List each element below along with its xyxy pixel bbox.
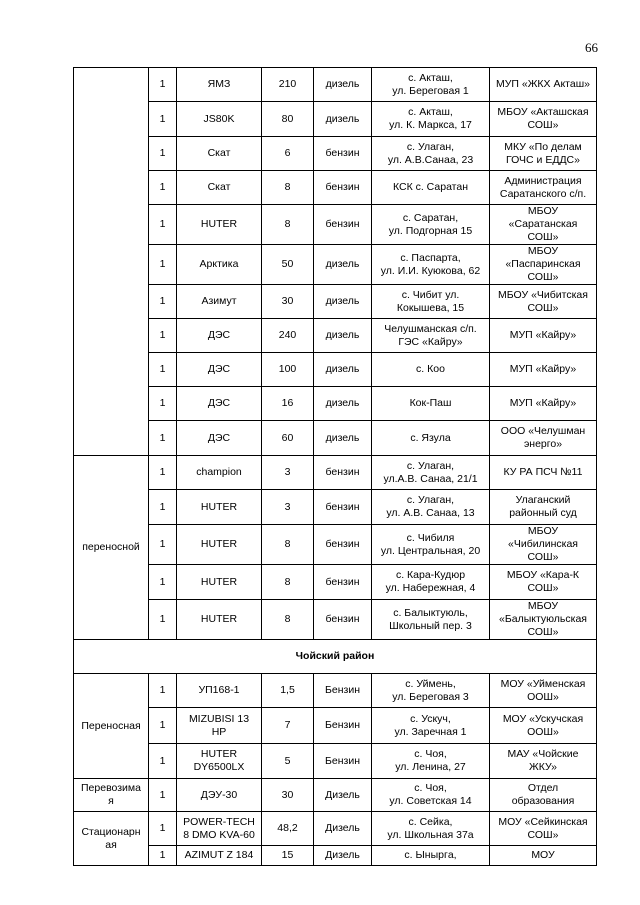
cell-n-text: 1 <box>159 258 166 270</box>
cell-model <box>177 171 262 205</box>
cell-fuel-text: дизель <box>325 295 360 307</box>
cell-owner-text: МБОУ «Чибитская СОШ» <box>498 288 588 314</box>
cell-address-text: с. Паспарта, ул. И.И. Куюкова, 62 <box>380 251 481 277</box>
cell-power-text: 48,2 <box>277 822 298 834</box>
cell-model <box>177 708 262 744</box>
cell-n-text: 1 <box>159 754 166 767</box>
cell-model <box>177 812 262 846</box>
cell-owner <box>490 490 597 525</box>
cell-model-text: JS80K <box>203 112 235 125</box>
cell-n-text: 1 <box>159 329 166 341</box>
cell-model-text: ДЭС <box>207 329 231 341</box>
cell-model-text: HUTER DY6500LX <box>193 748 245 773</box>
table-row <box>74 171 597 205</box>
cell-power-text: 210 <box>278 78 297 90</box>
cell-n-text: 1 <box>159 466 166 478</box>
cell-owner-text: Администрация Саратанского с/п. <box>499 174 587 200</box>
cell-fuel <box>314 387 372 421</box>
cell-owner <box>490 674 597 708</box>
cell-fuel-text: дизель <box>325 112 360 125</box>
cell-owner <box>490 387 597 421</box>
cell-address-text: с. Кара-Кудюр ул. Набережная, 4 <box>385 569 476 594</box>
cell-address-text: с. Чибит ул. Кокышева, 15 <box>396 288 465 314</box>
cell-owner-text: Улаганский районный суд <box>509 494 577 519</box>
cell-power <box>262 565 314 600</box>
cell-n-text: 1 <box>159 719 166 731</box>
cell-address-text: Челушманская с/п. ГЭС «Кайру» <box>384 322 477 348</box>
cell-n <box>149 779 177 812</box>
cell-model <box>177 525 262 565</box>
cell-owner <box>490 744 597 779</box>
cell-n <box>149 421 177 456</box>
cell-address <box>372 353 490 387</box>
cell-power-text: 8 <box>284 181 291 193</box>
cell-fuel <box>314 68 372 102</box>
cell-owner <box>490 285 597 319</box>
cell-fuel-text: дизель <box>325 258 360 270</box>
cell-address <box>372 674 490 708</box>
table-row <box>74 525 597 565</box>
cell-model-text: Скат <box>207 147 231 159</box>
cell-model <box>177 102 262 137</box>
cell-power <box>262 171 314 205</box>
cell-power <box>262 285 314 319</box>
cell-owner <box>490 779 597 812</box>
cell-address-text: с. Акташ, ул. К. Маркса, 17 <box>389 106 472 131</box>
cell-power-text: 15 <box>281 849 294 861</box>
cell-power-text: 30 <box>281 295 294 307</box>
cell-owner <box>490 456 597 490</box>
cell-power-text: 8 <box>284 613 291 625</box>
cell-n <box>149 387 177 421</box>
cell-fuel-text: бензин <box>325 147 360 159</box>
cell-model-text: HUTER <box>200 575 238 588</box>
cell-model-text: AZIMUT Z 184 <box>184 849 254 861</box>
cell-address-text: Кок-Паш <box>409 397 452 409</box>
cell-n <box>149 490 177 525</box>
cell-model-text: POWER-TECH 8 DMO KVA-60 <box>183 815 255 841</box>
cell-model-text: HUTER <box>200 538 238 550</box>
cell-fuel <box>314 674 372 708</box>
cell-model-text: Скат <box>207 181 231 193</box>
cell-owner <box>490 600 597 640</box>
cell-model-text: ДЭС <box>207 431 231 444</box>
cell-n-text: 1 <box>159 78 166 90</box>
cell-model-text: ДЭС <box>207 363 231 375</box>
table-row <box>74 490 597 525</box>
cell-owner <box>490 319 597 353</box>
cell-address <box>372 102 490 137</box>
cell-owner-text: МБОУ «Акташская СОШ» <box>497 106 589 131</box>
cell-power-text: 3 <box>284 466 291 478</box>
table-row <box>74 319 597 353</box>
cell-fuel <box>314 744 372 779</box>
cell-owner <box>490 171 597 205</box>
cell-n-text: 1 <box>159 397 166 409</box>
cell-model-text: HUTER <box>200 613 238 625</box>
cell-model <box>177 205 262 245</box>
table-row <box>74 456 597 490</box>
cell-address <box>372 137 490 171</box>
cell-owner-text: МОУ «Уйменская ООШ» <box>500 677 586 703</box>
table-row <box>74 245 597 285</box>
cell-owner-text: МОУ <box>531 849 555 861</box>
section-title: Чойский район <box>74 640 597 674</box>
cell-owner <box>490 68 597 102</box>
cell-fuel <box>314 421 372 456</box>
cell-address <box>372 171 490 205</box>
cell-owner-text: МУП «Кайру» <box>509 397 577 409</box>
cell-power <box>262 387 314 421</box>
cell-owner <box>490 421 597 456</box>
table-row <box>74 137 597 171</box>
section-row <box>74 640 597 674</box>
cell-model <box>177 846 262 866</box>
cell-address <box>372 565 490 600</box>
table-row <box>74 102 597 137</box>
cell-model-text: HUTER <box>200 500 238 513</box>
cell-model <box>177 674 262 708</box>
cell-power-text: 60 <box>281 431 294 444</box>
cell-address <box>372 525 490 565</box>
cell-n-text: 1 <box>159 822 166 834</box>
cell-fuel-text: дизель <box>325 397 360 409</box>
cell-n <box>149 68 177 102</box>
group-type-label: Перевозима я <box>81 782 141 807</box>
cell-address-text: с. Язула <box>410 431 451 444</box>
cell-power <box>262 102 314 137</box>
cell-n <box>149 525 177 565</box>
cell-model-text: champion <box>196 466 242 478</box>
cell-power <box>262 353 314 387</box>
cell-fuel <box>314 490 372 525</box>
cell-owner <box>490 525 597 565</box>
cell-model <box>177 387 262 421</box>
cell-n <box>149 285 177 319</box>
cell-n-text: 1 <box>159 849 166 861</box>
cell-fuel-text: дизель <box>325 431 360 444</box>
cell-fuel <box>314 205 372 245</box>
cell-fuel-text: дизель <box>325 363 360 375</box>
table-row <box>74 779 597 812</box>
cell-power <box>262 205 314 245</box>
cell-fuel-text: бензин <box>325 613 360 625</box>
cell-n-text: 1 <box>159 575 166 588</box>
cell-n <box>149 600 177 640</box>
cell-n-text: 1 <box>159 613 166 625</box>
cell-owner <box>490 812 597 846</box>
cell-address <box>372 387 490 421</box>
cell-n-text: 1 <box>159 363 166 375</box>
cell-model-text: MIZUBISI 13 HP <box>188 712 250 738</box>
cell-model <box>177 456 262 490</box>
cell-fuel-text: Дизель <box>325 788 360 801</box>
cell-fuel-text: дизель <box>325 78 360 90</box>
table-row <box>74 846 597 866</box>
cell-owner-text: МАУ «Чойские ЖКУ» <box>507 748 579 773</box>
table-row <box>74 674 597 708</box>
cell-n <box>149 319 177 353</box>
cell-owner-text: МОУ «Ускучская ООШ» <box>502 712 584 738</box>
cell-model <box>177 600 262 640</box>
cell-owner-text: МБОУ «Чибилинская СОШ» <box>508 525 578 563</box>
cell-address-text: с. Сейка, ул. Школьная 37а <box>387 815 474 841</box>
cell-n <box>149 846 177 866</box>
cell-address-text: с. Улаган, ул.А.В. Санаа, 21/1 <box>383 459 478 485</box>
cell-fuel-text: бензин <box>325 538 360 550</box>
cell-address <box>372 285 490 319</box>
cell-n <box>149 456 177 490</box>
cell-owner-text: МБОУ «Кара-К СОШ» <box>506 569 580 594</box>
cell-fuel-text: бензин <box>325 218 360 230</box>
cell-model <box>177 137 262 171</box>
cell-owner-text: ООО «Челушман энерго» <box>500 425 586 450</box>
cell-power <box>262 846 314 866</box>
cell-fuel-text: Бензин <box>324 684 360 696</box>
cell-owner-text: Отдел образования <box>511 782 575 807</box>
cell-model <box>177 779 262 812</box>
table-row <box>74 285 597 319</box>
cell-model <box>177 353 262 387</box>
cell-n-text: 1 <box>159 500 166 513</box>
group-type-cell <box>74 68 149 456</box>
cell-owner-text: МУП «Кайру» <box>509 363 577 375</box>
cell-n <box>149 674 177 708</box>
cell-power-text: 8 <box>284 575 291 588</box>
cell-n-text: 1 <box>159 431 166 444</box>
cell-fuel-text: Бензин <box>324 719 360 731</box>
cell-power-text: 50 <box>281 258 294 270</box>
cell-power-text: 30 <box>281 788 294 801</box>
cell-fuel <box>314 171 372 205</box>
cell-n <box>149 137 177 171</box>
cell-address <box>372 490 490 525</box>
cell-power-text: 16 <box>281 397 294 409</box>
cell-fuel <box>314 708 372 744</box>
cell-fuel <box>314 779 372 812</box>
cell-address <box>372 421 490 456</box>
cell-address <box>372 812 490 846</box>
cell-address-text: с. Коо <box>416 363 445 375</box>
cell-n <box>149 353 177 387</box>
cell-address-text: с. Улаган, ул. А.В. Санаа, 13 <box>386 494 475 519</box>
cell-fuel-text: бензин <box>325 466 360 478</box>
table-row <box>74 708 597 744</box>
cell-fuel <box>314 137 372 171</box>
cell-address <box>372 846 490 866</box>
cell-power <box>262 779 314 812</box>
cell-model <box>177 565 262 600</box>
cell-model <box>177 490 262 525</box>
cell-address <box>372 68 490 102</box>
cell-power <box>262 812 314 846</box>
cell-n <box>149 102 177 137</box>
cell-n <box>149 171 177 205</box>
cell-n-text: 1 <box>159 147 166 159</box>
table-row <box>74 421 597 456</box>
cell-address-text: с. Чоя, ул. Советская 14 <box>389 782 472 807</box>
cell-address-text: с. Ыныргa, <box>404 849 457 861</box>
table-row <box>74 205 597 245</box>
cell-owner-text: КУ РА ПСЧ №11 <box>503 466 583 478</box>
cell-power-text: 80 <box>281 112 294 125</box>
table-row <box>74 353 597 387</box>
cell-fuel <box>314 812 372 846</box>
cell-fuel <box>314 353 372 387</box>
cell-n-text: 1 <box>159 181 166 193</box>
cell-n-text: 1 <box>159 538 166 550</box>
cell-power-text: 100 <box>278 363 297 375</box>
cell-owner <box>490 245 597 285</box>
cell-owner <box>490 708 597 744</box>
cell-power <box>262 137 314 171</box>
cell-power <box>262 708 314 744</box>
cell-power <box>262 744 314 779</box>
cell-fuel <box>314 319 372 353</box>
cell-power <box>262 674 314 708</box>
cell-owner-text: МКУ «По делам ГОЧС и ЕДДС» <box>504 140 582 166</box>
cell-power-text: 1,5 <box>280 684 295 696</box>
cell-n-text: 1 <box>159 684 166 696</box>
group-type-cell <box>74 812 149 866</box>
cell-address <box>372 779 490 812</box>
cell-n-text: 1 <box>159 788 166 801</box>
cell-power <box>262 319 314 353</box>
cell-owner <box>490 565 597 600</box>
cell-address <box>372 744 490 779</box>
cell-address-text: КСК с. Саратан <box>392 181 469 193</box>
cell-n <box>149 744 177 779</box>
cell-fuel-text: бензин <box>325 181 360 193</box>
cell-model-text: Азимут <box>201 295 237 307</box>
cell-model <box>177 68 262 102</box>
cell-address-text: с. Ускуч, ул. Заречная 1 <box>394 712 467 738</box>
cell-fuel <box>314 565 372 600</box>
cell-owner-text: МБОУ «Балыктуюльская СОШ» <box>499 600 587 638</box>
cell-fuel-text: Бензин <box>324 754 360 767</box>
cell-model-text: HUTER <box>200 218 238 230</box>
cell-fuel <box>314 456 372 490</box>
group-type-cell <box>74 456 149 640</box>
cell-fuel <box>314 245 372 285</box>
cell-fuel <box>314 285 372 319</box>
cell-address <box>372 600 490 640</box>
cell-address-text: с. Улаган, ул. А.В.Санаа, 23 <box>387 140 474 166</box>
table-row <box>74 565 597 600</box>
cell-owner <box>490 846 597 866</box>
cell-address-text: с. Балыктуюль, Школьный пер. 3 <box>389 606 472 632</box>
cell-owner-text: МУП «ЖКХ Акташ» <box>496 78 590 90</box>
cell-n-text: 1 <box>159 295 166 307</box>
cell-owner <box>490 205 597 245</box>
page-number: 66 <box>585 40 598 55</box>
cell-power <box>262 490 314 525</box>
cell-owner <box>490 353 597 387</box>
cell-power <box>262 525 314 565</box>
cell-address <box>372 456 490 490</box>
cell-address-text: с. Акташ, ул. Береговая 1 <box>392 71 469 97</box>
cell-fuel-text: Дизель <box>325 822 360 834</box>
cell-power <box>262 456 314 490</box>
cell-n-text: 1 <box>159 112 166 125</box>
cell-n-text: 1 <box>159 218 166 230</box>
cell-fuel <box>314 600 372 640</box>
cell-fuel <box>314 102 372 137</box>
cell-power <box>262 68 314 102</box>
table-row <box>74 387 597 421</box>
table-row <box>74 68 597 102</box>
cell-owner-text: МБОУ «Паспаринская СОШ» <box>505 245 581 283</box>
cell-model <box>177 421 262 456</box>
cell-fuel <box>314 525 372 565</box>
group-type-label: Переносная <box>81 719 141 732</box>
cell-model <box>177 319 262 353</box>
cell-owner <box>490 102 597 137</box>
cell-power-text: 6 <box>284 147 291 159</box>
table-row <box>74 600 597 640</box>
cell-model <box>177 245 262 285</box>
cell-address-text: с. Уймень, ул. Береговая 3 <box>392 677 469 703</box>
cell-power <box>262 421 314 456</box>
cell-address <box>372 319 490 353</box>
cell-n <box>149 245 177 285</box>
cell-owner <box>490 137 597 171</box>
cell-power-text: 3 <box>284 500 291 513</box>
cell-fuel-text: бензин <box>325 500 360 513</box>
cell-power <box>262 245 314 285</box>
cell-power-text: 8 <box>284 538 291 550</box>
cell-power-text: 8 <box>284 218 291 230</box>
cell-address <box>372 245 490 285</box>
cell-address-text: с. Чибиля ул. Центральная, 20 <box>380 531 481 557</box>
cell-model <box>177 744 262 779</box>
group-type-cell <box>74 674 149 779</box>
cell-fuel-text: Дизель <box>325 849 360 861</box>
group-type-label: переносной <box>82 541 140 553</box>
cell-fuel <box>314 846 372 866</box>
cell-address <box>372 708 490 744</box>
cell-n <box>149 205 177 245</box>
cell-power-text: 240 <box>278 329 297 341</box>
cell-address <box>372 205 490 245</box>
cell-owner-text: МУП «Кайру» <box>509 329 577 341</box>
cell-model-text: УП168-1 <box>198 684 240 696</box>
generators-table <box>73 67 597 866</box>
cell-model <box>177 285 262 319</box>
group-type-label: Стационарн ая <box>81 825 141 851</box>
cell-fuel-text: бензин <box>325 575 360 588</box>
cell-power-text: 5 <box>284 754 291 767</box>
cell-n <box>149 565 177 600</box>
cell-address-text: с. Чоя, ул. Ленина, 27 <box>395 748 466 773</box>
cell-model-text: ЯМЗ <box>207 78 231 90</box>
group-type-cell <box>74 779 149 812</box>
cell-power-text: 7 <box>284 719 291 731</box>
table-row <box>74 812 597 846</box>
cell-n <box>149 812 177 846</box>
cell-model-text: ДЭУ-30 <box>200 788 238 801</box>
cell-owner-text: МБОУ «Саратанская СОШ» <box>508 205 578 243</box>
cell-address-text: с. Саратан, ул. Подгорная 15 <box>388 211 473 237</box>
cell-n <box>149 708 177 744</box>
cell-model-text: Арктика <box>199 258 239 270</box>
table-row <box>74 744 597 779</box>
cell-owner-text: МОУ «Сейкинская СОШ» <box>498 815 588 841</box>
cell-fuel-text: дизель <box>325 329 360 341</box>
cell-model-text: ДЭС <box>207 397 231 409</box>
cell-power <box>262 600 314 640</box>
